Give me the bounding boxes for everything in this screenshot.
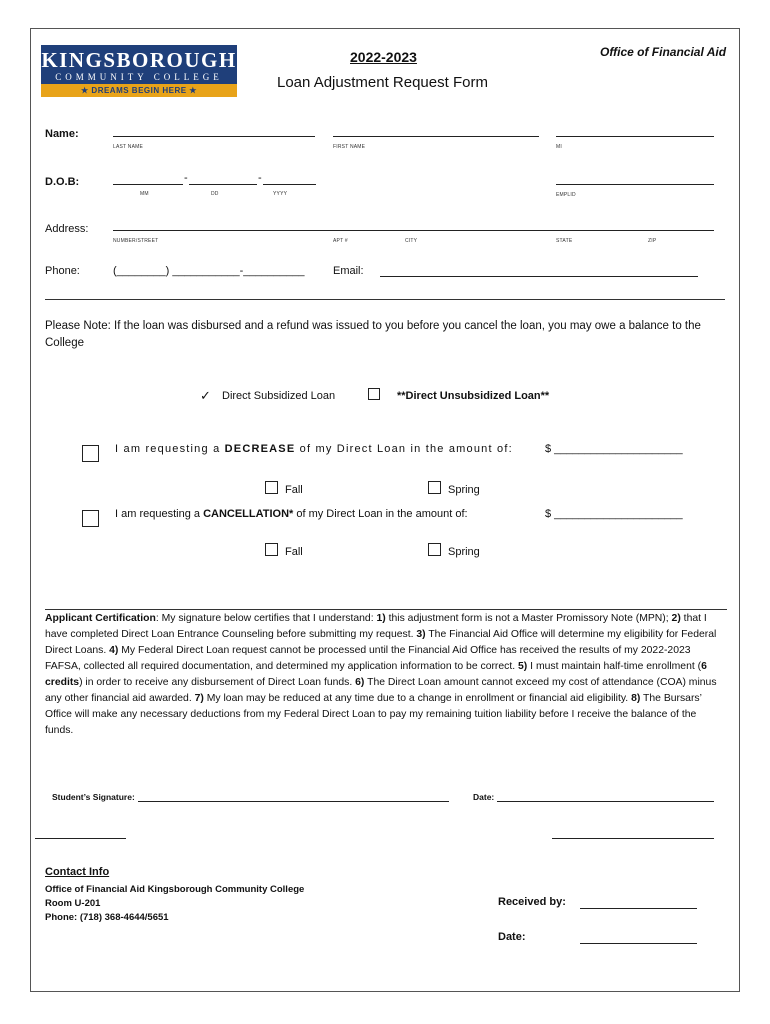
dob-separator-2: - (258, 172, 262, 184)
logo-subtitle: COMMUNITY COLLEGE (55, 72, 223, 82)
emplid-caption: EMPLID (556, 192, 576, 198)
received-date-field[interactable] (580, 943, 697, 944)
decrease-amount-field[interactable]: $ _____________________ (545, 443, 683, 455)
name-label: Name: (45, 128, 79, 140)
certification-part: 6) (355, 677, 365, 688)
cancellation-spring-checkbox[interactable] (428, 543, 441, 556)
certification-part: The Financial Aid Office will determine my eligibility for Federal Direct Loans. (45, 629, 717, 656)
mi-caption: MI (556, 144, 562, 150)
footer-divider-right (552, 838, 714, 839)
phone-field[interactable]: (________) ___________-__________ (113, 265, 305, 277)
decrease-spring-checkbox[interactable] (428, 481, 441, 494)
certification-part: 5) (518, 661, 528, 672)
city-caption: CITY (405, 238, 418, 244)
applicant-certification (45, 611, 720, 739)
first-name-caption: FIRST NAME (333, 144, 366, 150)
certification-part: My Federal Direct Loan request cannot be processed until the Financial Aid Office has received the results of my 2022-2023 FAFSA, collected all required documentation, and determined my application information to be correct. (45, 645, 691, 672)
cancellation-fall-checkbox[interactable] (265, 543, 278, 556)
mi-field[interactable] (556, 136, 714, 137)
certification-part: 7) (194, 693, 204, 704)
emplid-field[interactable] (556, 184, 714, 185)
decrease-fall-checkbox[interactable] (265, 481, 278, 494)
footer-divider-left (35, 838, 126, 839)
certification-text (45, 613, 717, 736)
state-caption: STATE (556, 238, 573, 244)
certification-part: this adjustment form is not a Master Promissory Note (MPN); (385, 613, 672, 624)
cancellation-amount-field[interactable]: $ _____________________ (545, 508, 683, 520)
office-name: Office of Financial Aid (600, 45, 727, 59)
email-label: Email: (333, 265, 364, 277)
signature-label: Student’s Signature: (52, 792, 135, 802)
college-logo (41, 45, 237, 97)
certification-part: 2) (671, 613, 681, 624)
signature-date-label: Date: (473, 792, 495, 802)
certification-part: 4) (109, 645, 119, 656)
logo-title: KINGSBOROUGH (41, 48, 237, 72)
signature-field[interactable] (138, 801, 449, 802)
disbursement-note: Please Note: If the loan was disbursed and a refund was issued to you before you cancel the loan, you may owe a balance to the College (45, 320, 701, 349)
certification-part: I must maintain half-time enrollment ( (527, 661, 702, 672)
unsubsidized-checkbox[interactable] (368, 388, 380, 400)
last-name-caption: LAST NAME (113, 144, 144, 150)
phone-label: Phone: (45, 265, 80, 277)
decrease-request-text: I am requesting a DECREASE of my Direct Loan in the amount of: (115, 443, 513, 455)
certification-part: My loan may be reduced at any time due to a change in enrollment or financial aid eligibility. (203, 693, 632, 704)
check-icon: ✓ (200, 388, 211, 403)
zip-caption: ZIP (648, 238, 657, 244)
cancellation-request-text: I am requesting a CANCELLATION* of my Direct Loan in the amount of: (115, 508, 468, 520)
contact-room: Room U-201 (45, 898, 101, 909)
subsidized-loan-label: Direct Subsidized Loan (222, 390, 336, 402)
certification-part: that I have completed Direct Loan Entrance Counseling before submitting my request. (45, 613, 707, 640)
received-by-field[interactable] (580, 908, 697, 909)
apt-caption: APT # (333, 238, 348, 244)
received-by-label: Received by: (498, 896, 566, 908)
street-caption: NUMBER/STREET (113, 238, 159, 244)
dd-caption: DD (211, 191, 219, 197)
form-year: 2022-2023 (350, 49, 417, 65)
contact-phone: Phone: (718) 368-4644/5651 (45, 912, 169, 923)
dob-day-field[interactable] (189, 184, 257, 185)
signature-date-field[interactable] (497, 801, 714, 802)
certification-part: 3) (416, 629, 426, 640)
certification-divider (45, 609, 727, 610)
dob-label: D.O.B: (45, 176, 80, 188)
certification-part: : My signature below certifies that I understand: (155, 613, 377, 624)
address-label: Address: (45, 223, 89, 235)
decrease-spring-label: Spring (448, 484, 480, 496)
cancellation-checkbox[interactable] (82, 510, 99, 527)
logo-tagline: ★ DREAMS BEGIN HERE ★ (41, 84, 237, 97)
form-title: Loan Adjustment Request Form (277, 74, 488, 91)
mm-caption: MM (140, 191, 149, 197)
cancellation-spring-label: Spring (448, 546, 480, 558)
first-name-field[interactable] (333, 136, 539, 137)
cancellation-fall-label: Fall (285, 546, 303, 558)
decrease-checkbox[interactable] (82, 445, 99, 462)
contact-office: Office of Financial Aid Kingsborough Community College (45, 884, 305, 895)
certification-part: The Direct Loan amount cannot exceed my cost of attendance (COA) minus any other financial aid awarded. (45, 677, 717, 704)
dob-year-field[interactable] (263, 184, 316, 185)
certification-part: ) in order to receive any disbursement of Direct Loan funds. (79, 677, 356, 688)
decrease-fall-label: Fall (285, 484, 303, 496)
email-field[interactable] (380, 276, 698, 277)
contact-details (45, 883, 304, 925)
certification-part: 8) (631, 693, 641, 704)
dob-separator-1: - (184, 172, 188, 184)
address-field[interactable] (113, 230, 714, 231)
last-name-field[interactable] (113, 136, 315, 137)
certification-heading: Applicant Certification (45, 613, 156, 624)
certification-part: 1) (376, 613, 386, 624)
certification-part: The Bursars’ Office will make any necessary deductions from my Federal Direct Loan to pay my remaining tuition liability before I receive the balance of the funds. (45, 693, 702, 736)
dob-month-field[interactable] (113, 184, 183, 185)
unsubsidized-loan-label: **Direct Unsubsidized Loan** (397, 390, 550, 402)
yyyy-caption: YYYY (273, 191, 288, 197)
contact-heading: Contact Info (45, 866, 110, 878)
received-date-label: Date: (498, 931, 526, 943)
certification-part: 6 credits (45, 661, 707, 688)
section-divider (45, 299, 725, 300)
